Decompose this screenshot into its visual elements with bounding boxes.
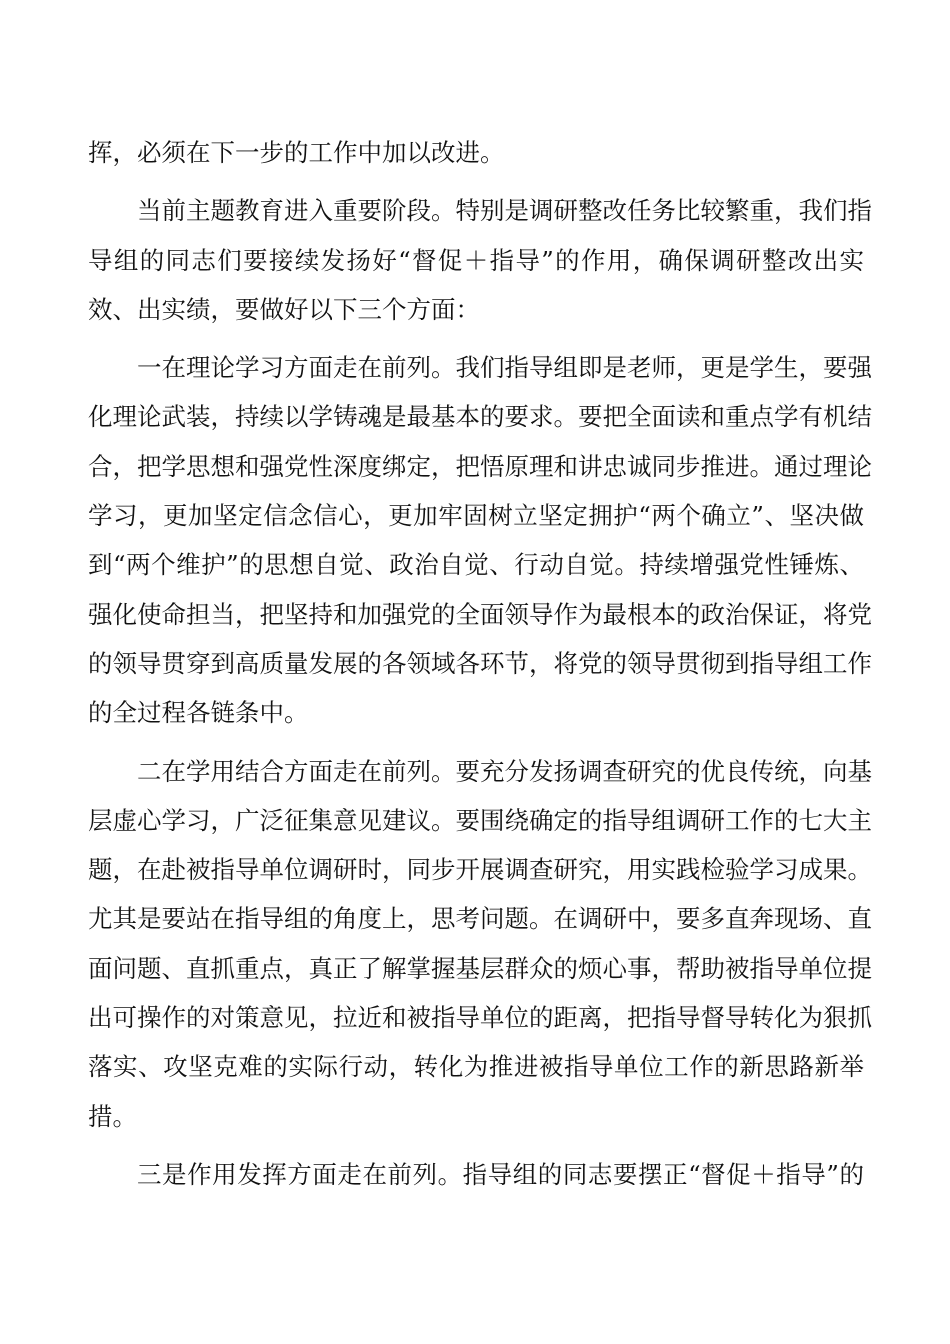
text-line: 当前主题教育进入重要阶段。特别是调研整改任务比较繁重，我们指 bbox=[137, 196, 872, 226]
document-body bbox=[88, 128, 872, 1199]
text-line: 二在学用结合方面走在前列。要充分发扬调查研究的优良传统，向基 bbox=[137, 756, 872, 786]
text-line: 三是作用发挥方面走在前列。指导组的同志要摆正“督促＋指导”的 bbox=[137, 1159, 864, 1189]
paragraph bbox=[88, 747, 872, 1141]
text-line: 层虚心学习，广泛征集意见建议。要围绕确定的指导组调研工作的七大主 bbox=[88, 805, 872, 835]
text-line: 落实、攻坚克难的实际行动，转化为推进被指导单位工作的新思路新举 bbox=[88, 1052, 864, 1082]
text-line: 强化使命担当，把坚持和加强党的全面领导作为最根本的政治保证，将党 bbox=[88, 599, 872, 629]
text-line: 学习，更加坚定信念信心，更加牢固树立坚定拥护“两个确立”、坚决做 bbox=[88, 501, 864, 531]
text-line: 导组的同志们要接续发扬好“督促＋指导”的作用，确保调研整改出实 bbox=[88, 245, 864, 275]
text-line: 合，把学思想和强党性深度绑定，把悟原理和讲忠诚同步推进。通过理论 bbox=[88, 451, 872, 481]
text-line: 一在理论学习方面走在前列。我们指导组即是老师，更是学生，要强 bbox=[137, 353, 872, 383]
text-line: 面问题、直抓重点，真正了解掌握基层群众的烦心事，帮助被指导单位提 bbox=[88, 953, 872, 983]
text-line: 的全过程各链条中。 bbox=[88, 698, 309, 728]
text-line: 出可操作的对策意见，拉近和被指导单位的距离，把指导督导转化为狠抓 bbox=[88, 1003, 872, 1033]
text-line: 挥，必须在下一步的工作中加以改进。 bbox=[88, 138, 505, 167]
text-line: 到“两个维护”的思想自觉、政治自觉、行动自觉。持续增强党性锤炼、 bbox=[88, 550, 864, 580]
paragraph bbox=[88, 186, 872, 334]
text-line: 题，在赴被指导单位调研时，同步开展调查研究，用实践检验学习成果。 bbox=[88, 855, 872, 885]
text-line: 尤其是要站在指导组的角度上，思考问题。在调研中，要多直奔现场、直 bbox=[88, 904, 872, 934]
paragraph bbox=[88, 1150, 864, 1199]
text-line: 措。 bbox=[88, 1101, 137, 1131]
text-line: 的领导贯穿到高质量发展的各领域各环节，将党的领导贯彻到指导组工作 bbox=[88, 648, 872, 678]
text-line: 效、出实绩，要做好以下三个方面： bbox=[88, 294, 480, 324]
paragraph bbox=[88, 343, 872, 737]
text-line: 化理论武装，持续以学铸魂是最基本的要求。要把全面读和重点学有机结 bbox=[88, 402, 872, 432]
paragraph bbox=[88, 128, 864, 177]
